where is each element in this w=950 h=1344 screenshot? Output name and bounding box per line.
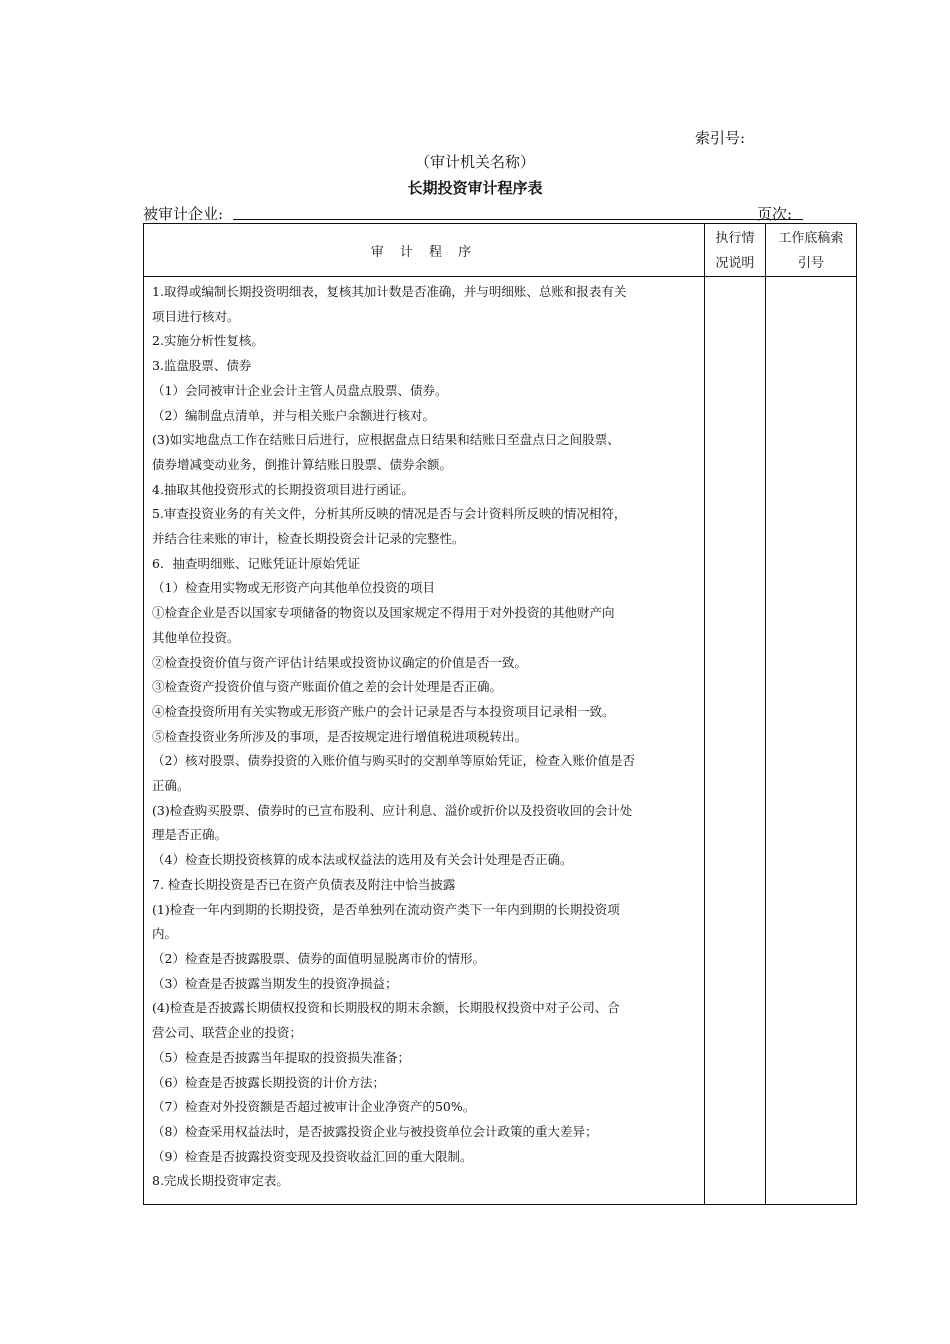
audit-procedure-table — [143, 223, 857, 1205]
header-execution-line: 执行情 — [715, 231, 755, 246]
procedure-line: ②检查投资价值与资产评估计结果或投资协议确定的价值是否一致。 — [152, 654, 528, 670]
procedure-line: （2）编制盘点清单，并与相关账户余额进行核对。 — [152, 407, 435, 423]
procedure-line: ⑤检查投资业务所涉及的事项，是否按规定进行增值税进项税转出。 — [152, 728, 528, 744]
procedure-line: (3)检查购买股票、债券时的已宣布股利、应计利息、溢价或折价以及投资收回的会计处 — [152, 802, 633, 818]
procedure-line: ③检查资产投资价值与资产账面价值之差的会计处理是否正确。 — [152, 679, 503, 695]
procedure-line: （2）检查是否披露股票、债券的面值明显脱离市价的情形。 — [152, 950, 485, 966]
procedure-line: （1）会同被审计企业会计主管人员盘点股票、债券。 — [152, 382, 448, 398]
workpaper-index-cell — [765, 277, 856, 1205]
procedure-line: 3.监盘股票、债券 — [152, 358, 252, 374]
procedure-line: 5.审查投资业务的有关文件，分析其所反映的情况是否与会计资料所反映的情况相符， — [152, 506, 627, 522]
procedure-line: 其他单位投资。 — [152, 629, 240, 645]
execution-notes-cell — [704, 277, 765, 1205]
audited-company-label: 被审计企业: — [143, 205, 224, 223]
page-number-label: 页次: — [757, 205, 793, 223]
procedure-line: 理是否正确。 — [152, 827, 228, 843]
procedure-line: （3）检查是否披露当期发生的投资净损益； — [152, 975, 398, 991]
procedure-line: 8.完成长期投资审定表。 — [152, 1173, 289, 1189]
header-workpaper-line: 工作底稿索 — [778, 231, 844, 246]
procedure-line: （9）检查是否披露投资变现及投资收益汇回的重大限制。 — [152, 1148, 473, 1164]
procedure-line: (1)检查一年内到期的长期投资，是否单独列在流动资产类下一年内到期的长期投资项 — [152, 901, 620, 917]
procedure-line: 营公司、联营企业的投资； — [152, 1025, 303, 1041]
procedure-line: 7. 检查长期投资是否已在资产负债表及附注中恰当披露 — [152, 876, 456, 892]
header-workpaper-index — [765, 224, 856, 277]
header-execution-notes — [704, 224, 765, 277]
procedure-line: ①检查企业是否以国家专项储备的物资以及国家规定不得用于对外投资的其他财产向 — [152, 605, 615, 621]
procedure-list-cell — [144, 277, 705, 1205]
procedure-line: (4)检查是否披露长期债权投资和长期股权的期末余额，长期股权投资中对子公司、合 — [152, 1000, 620, 1016]
procedure-line: 6．抽查明细账、记账凭证计原始凭证 — [152, 555, 360, 571]
page-title: 长期投资审计程序表 — [407, 179, 543, 197]
procedure-line: 2.实施分析性复核。 — [152, 333, 264, 349]
procedure-line: （2）核对股票、债券投资的入账价值与购买时的交割单等原始凭证，检查入账价值是否 — [152, 753, 635, 769]
table-header-row — [144, 224, 857, 277]
procedure-line: （7）检查对外投资额是否超过被审计企业净资产的50%。 — [152, 1099, 476, 1115]
header-execution-line: 况说明 — [715, 256, 755, 271]
procedure-line: 债券增减变动业务，倒推计算结账日股票、债券余额。 — [152, 456, 453, 472]
procedure-line: 项目进行核对。 — [152, 308, 240, 324]
procedure-line: （5）检查是否披露当年提取的投资损失准备； — [152, 1049, 410, 1065]
index-number-label: 索引号: — [695, 129, 746, 147]
audit-organization-name: （审计机关名称） — [414, 153, 535, 171]
table-body-row — [144, 277, 857, 1205]
header-underline — [233, 219, 803, 220]
procedure-line: 正确。 — [152, 778, 190, 794]
header-workpaper-line: 引号 — [797, 256, 824, 271]
procedure-line: （4）检查长期投资核算的成本法或权益法的选用及有关会计处理是否正确。 — [152, 852, 573, 868]
procedure-line: （6）检查是否披露长期投资的计价方法； — [152, 1074, 385, 1090]
procedure-line: 1.取得或编制长期投资明细表，复核其加计数是否准确，并与明细账、总账和报表有关 — [152, 284, 627, 299]
procedure-line: （8）检查采用权益法时，是否披露投资企业与被投资单位会计政策的重大差异； — [152, 1123, 598, 1139]
header-audit-procedure: 审 计 程 序 — [144, 224, 705, 277]
procedure-line: ④检查投资所用有关实物或无形资产账户的会计记录是否与本投资项目记录相一致。 — [152, 703, 615, 719]
procedure-line: 并结合往来账的审计，检查长期投资会计记录的完整性。 — [152, 531, 465, 547]
procedure-line: (3)如实地盘点工作在结账日后进行，应根据盘点日结果和结账日至盘点日之间股票、 — [152, 432, 620, 448]
procedure-line: （1）检查用实物或无形资产向其他单位投资的项目 — [152, 580, 435, 596]
procedure-line: 内。 — [152, 926, 178, 942]
procedure-line: 4.抽取其他投资形式的长期投资项目进行函证。 — [152, 481, 414, 497]
